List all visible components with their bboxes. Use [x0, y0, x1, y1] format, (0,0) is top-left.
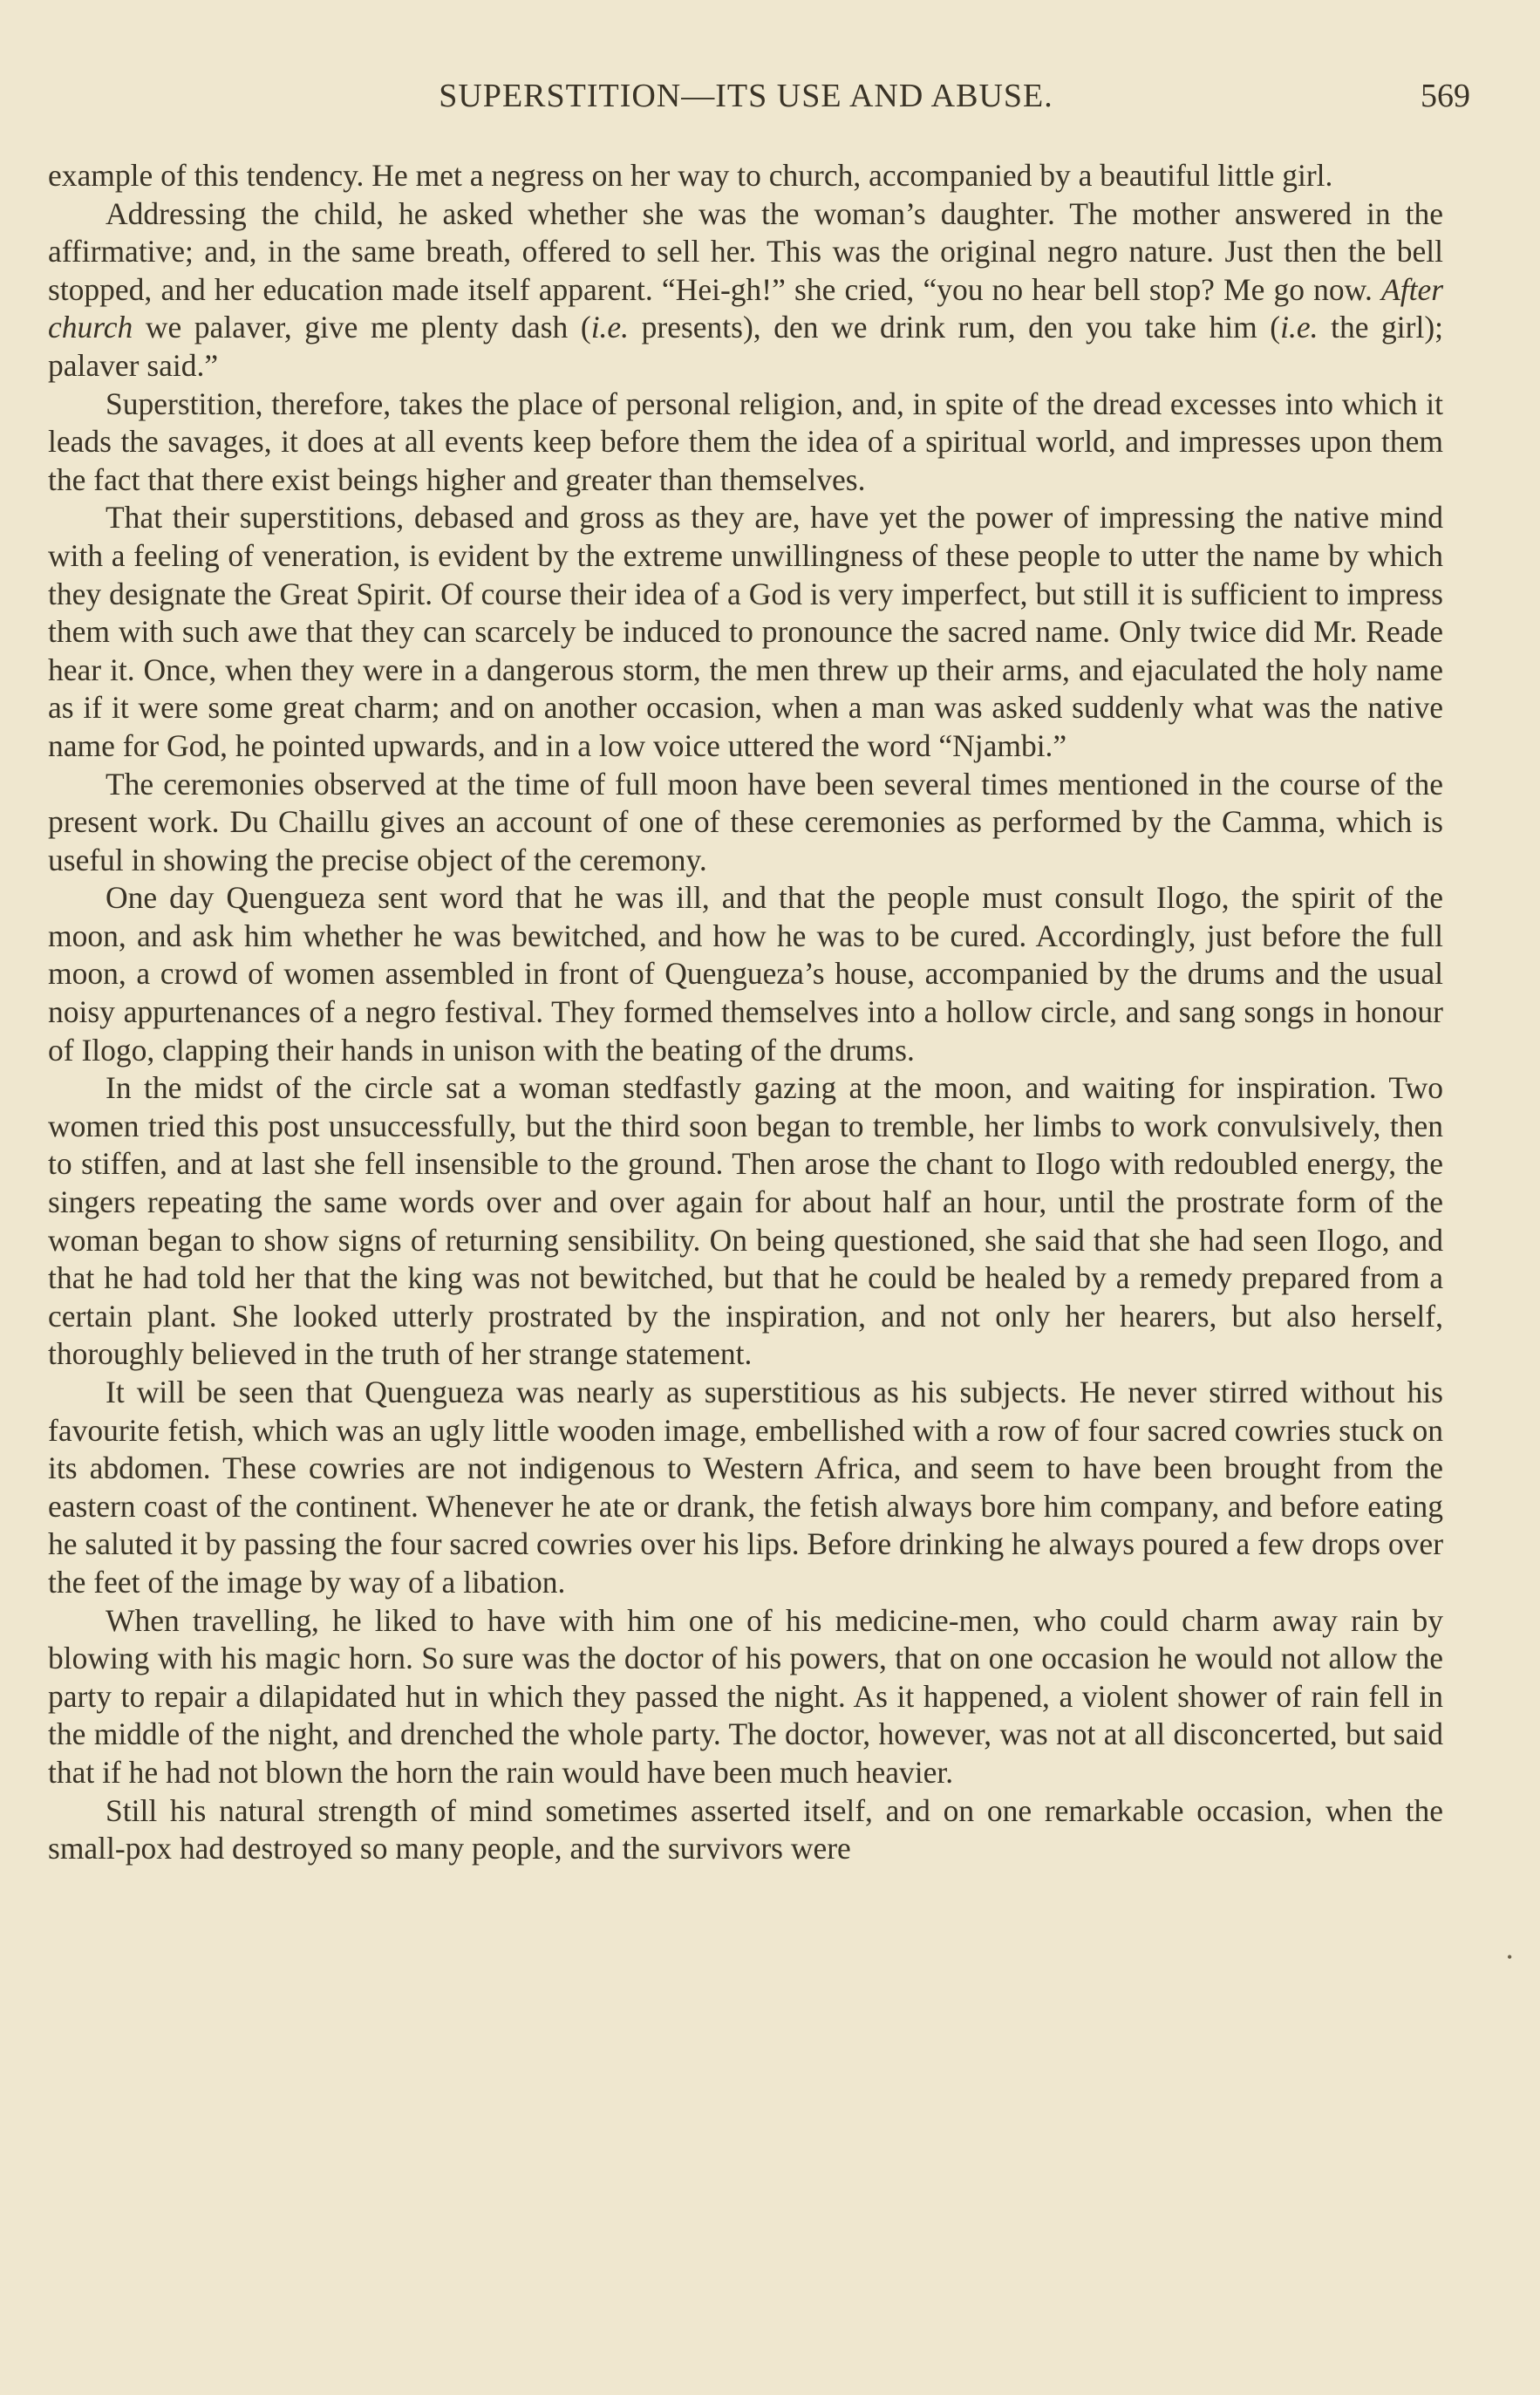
paragraph-9: When travelling, he liked to have with him one of his medicine-men, who could charm away rain by blowing with his magic horn. So sure was the doctor of his powers, that on one occasion he would not allow the party to repair a dilapidated hut in which they passed the night. As it happened, a violent shower of rain fell in the middle of the night, and drenched the whole party. The doctor, however, was not at all disconcerted, but said that if he had not blown the horn the rain would have been much heavier. [48, 1602, 1443, 1790]
body-text [48, 157, 1443, 1868]
chapter-title: SUPERSTITION—ITS USE AND ABUSE. [439, 78, 1053, 114]
paragraph-5: The ceremonies observed at the time of full moon have been several times mentioned in the course of the present work. Du Chaillu gives an account of one of these ceremonies as performed by the Camma, which is useful in showing the precise object of the ceremony. [48, 766, 1443, 877]
paragraph-1: example of this tendency. He met a negress on her way to church, accompanied by a beautiful little girl. [48, 158, 1333, 193]
paragraph-6: One day Quengueza sent word that he was ill, and that the people must consult Ilogo, the spirit of the moon, and ask him whether he was bewitched, and how he was to be cured. Accordingly, just before the full moon, a crowd of women assembled in front of Quengueza’s house, accompanied by the drums and the usual noisy appurtenances of a negro festival. They formed themselves into a hollow circle, and sang songs in honour of Ilogo, clapping their hands in unison with the beating of the drums. [48, 880, 1443, 1068]
paragraph-3: Superstition, therefore, takes the place of personal religion, and, in spite of the dread excesses into which it leads the savages, it does at all events keep before them the idea of a spiritual world, and impresses upon them the fact that there exist beings higher and greater than themselves. [48, 386, 1443, 497]
italic-after-church: After church [48, 271, 1444, 345]
paragraph-2: Addressing the child, he asked whether she was the woman’s daughter. The mother answered in the affirmative; and, in the same breath, offered to sell her. This was the original negro nature. Just then the bell stopped, and her education made itself apparent. “Hei-gh!” she cried, “you no hear bell stop? Me go now. After church we palaver, give me plenty dash (i.e. presents), den we drink rum, den you take him (i.e. the girl); palaver said.” [48, 195, 1444, 383]
paragraph-7: In the midst of the circle sat a woman stedfastly gazing at the moon, and waiting for inspiration. Two women tried this post unsuccessfully, but the third soon began to tremble, her limbs to work convulsively, then to stiffen, and at last she fell insensible to the ground. Then arose the chant to Ilogo with redoubled energy, the singers repeating the same words over and over again for about half an hour, until the prostrate form of the woman began to show signs of returning sensibility. On being questioned, she said that she had seen Ilogo, and that he had told her that the king was not bewitched, but that he could be healed by a remedy prepared from a certain plant. She looked utterly prostrated by the inspiration, and not only her hearers, but also herself, thoroughly believed in the truth of her strange statement. [48, 1070, 1443, 1372]
margin-dot: • [1507, 1948, 1513, 1966]
paragraph-4: That their superstitions, debased and gross as they are, have yet the power of impressing the native mind with a feeling of veneration, is evident by the extreme unwillingness of these people to utter the name by which they designate the Great Spirit. Of course their idea of a God is very imperfect, but still it is sufficient to impress them with such awe that they can scarcely be induced to pronounce the sacred name. Only twice did Mr. Reade hear it. Once, when they were in a dangerous storm, the men threw up their arms, and ejaculated the holy name as if it were some great charm; and on another occasion, when a man was asked suddenly what was the native name for God, he pointed upwards, and in a low voice uttered the word “Njambi.” [48, 500, 1443, 763]
page-number: 569 [1421, 78, 1470, 114]
paragraph-10: Still his natural strength of mind sometimes asserted itself, and on one remarkable occasion, when the small-pox had destroyed so many people, and the survivors were [48, 1792, 1443, 1866]
running-head [48, 77, 1470, 129]
italic-ie: i.e. [590, 310, 630, 345]
paragraph-8: It will be seen that Quengueza was nearly as superstitious as his subjects. He never stirred without his favourite fetish, which was an ugly little wooden image, embellished with a row of four sacred cowries stuck on its abdomen. These cowries are not indigenous to Western Africa, and seem to have been brought from the eastern coast of the continent. Whenever he ate or drank, the fetish always bore him company, and before eating he saluted it by passing the four sacred cowries over his lips. Before drinking he always poured a few drops over the feet of the image by way of a libation. [48, 1375, 1444, 1600]
italic-ie: i.e. [1280, 310, 1319, 345]
